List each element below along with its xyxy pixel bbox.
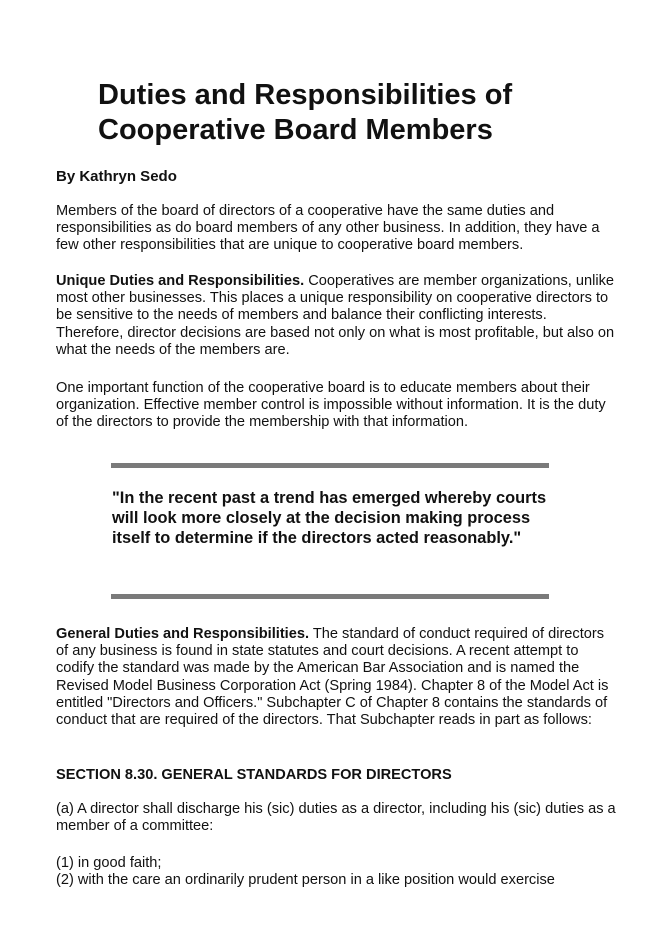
unique-duties-body: Cooperatives are member organizations, unlike most other businesses. This places a unique responsibility on cooperative directors to be sensitive to the needs of members and balance their conflicting interests. Therefore, director decisions are based not only on what is most profitable, but also on what the needs of the members are. bbox=[56, 273, 615, 358]
unique-duties-heading: Unique Duties and Responsibilities. bbox=[56, 273, 305, 289]
author-byline: By Kathryn Sedo bbox=[56, 168, 177, 185]
pull-quote-bottom-rule bbox=[111, 594, 549, 599]
list-item-1: (1) in good faith; bbox=[56, 855, 162, 871]
unique-duties-paragraph bbox=[56, 273, 616, 359]
education-paragraph: One important function of the cooperative board is to educate members about their organization. Effective member control is impossible without information. It is the duty of the directors to provide the membership with that information. bbox=[56, 380, 606, 431]
pull-quote: "In the recent past a trend has emerged whereby courts will look more closely at the decision making process itself to determine if the directors acted reasonably." bbox=[112, 489, 547, 547]
pull-quote-top-rule bbox=[111, 463, 549, 468]
general-duties-paragraph bbox=[56, 626, 616, 729]
article-title: Duties and Responsibilities of Cooperative Board Members bbox=[98, 79, 513, 146]
clause-a: (a) A director shall discharge his (sic) duties as a director, including his (sic) duties as a member of a committee: bbox=[56, 801, 616, 835]
general-duties-heading: General Duties and Responsibilities. bbox=[56, 626, 310, 642]
section-heading: SECTION 8.30. GENERAL STANDARDS FOR DIRECTORS bbox=[56, 767, 452, 783]
intro-paragraph: Members of the board of directors of a cooperative have the same duties and responsibilities as do board members of any other business. In addition, they have a few other responsibilities that are unique to cooperative board members. bbox=[56, 203, 600, 254]
general-duties-body: The standard of conduct required of directors of any business is found in state statutes and court decisions. A recent attempt to codify the standard was made by the American Bar Association and is named the Revised Model Business Corporation Act (Spring 1984). Chapter 8 of the Model Act is entitled "Directors and Officers." Subchapter C of Chapter 8 contains the standards of conduct that are required of the directors. That Subchapter reads in part as follows: bbox=[56, 626, 609, 729]
list-item-2: (2) with the care an ordinarily prudent person in a like position would exercise bbox=[56, 872, 555, 888]
